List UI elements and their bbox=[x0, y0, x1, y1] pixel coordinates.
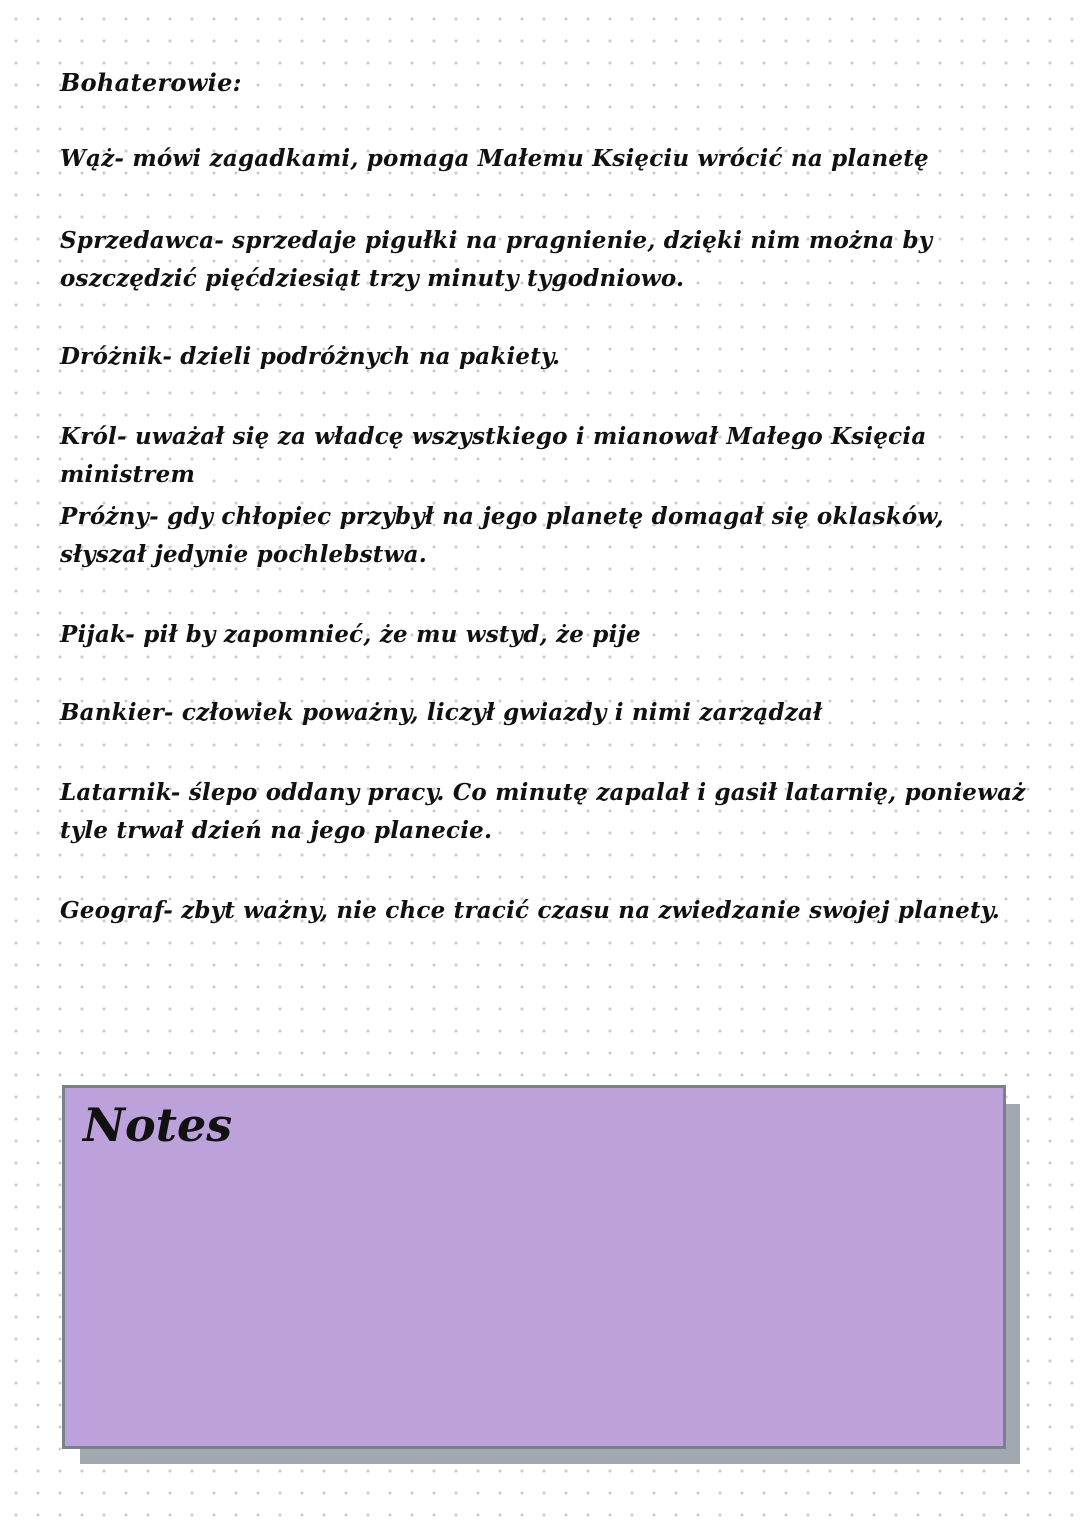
character-entry bbox=[60, 418, 1035, 494]
character-entry bbox=[60, 140, 1035, 178]
character-name: Latarnik- bbox=[60, 779, 181, 806]
character-entry bbox=[60, 892, 1035, 930]
character-name: Wąż- bbox=[60, 145, 125, 172]
heading-characters: Bohaterowie: bbox=[60, 68, 242, 97]
character-description: gdy chłopiec przybył na jego planetę domagał się oklasków, słyszał jedynie pochlebstwa. bbox=[60, 503, 944, 568]
character-description: mówi zagadkami, pomaga Małemu Księciu wrócić na planetę bbox=[132, 145, 929, 172]
character-entry bbox=[60, 338, 1035, 376]
character-name: Próżny- bbox=[60, 503, 159, 530]
character-description: człowiek poważny, liczył gwiazdy i nimi zarządzał bbox=[181, 699, 823, 726]
character-entry bbox=[60, 498, 1035, 574]
character-description: dzieli podróżnych na pakiety. bbox=[180, 343, 561, 370]
character-name: Sprzedawca- bbox=[60, 227, 224, 254]
character-description: sprzedaje pigułki na pragnienie, dzięki nim można by oszczędzić pięćdziesiąt trzy minuty tygodniowo. bbox=[60, 227, 933, 292]
character-entry bbox=[60, 694, 1035, 732]
character-entry bbox=[60, 774, 1035, 850]
character-name: Pijak- bbox=[60, 621, 136, 648]
character-description: pił by zapomnieć, że mu wstyd, że pije bbox=[143, 621, 641, 648]
character-description: ślepo oddany pracy. Co minutę zapalał i gasił latarnię, ponieważ tyle trwał dzień na jego planecie. bbox=[60, 779, 1026, 844]
character-name: Dróżnik- bbox=[60, 343, 173, 370]
character-description: zbyt ważny, nie chce tracić czasu na zwiedzanie swojej planety. bbox=[181, 897, 1000, 924]
character-name: Geograf- bbox=[60, 897, 173, 924]
character-entry bbox=[60, 616, 1035, 654]
character-entry bbox=[60, 222, 1035, 298]
character-description: uważał się za władcę wszystkiego i mianował Małego Księcia ministrem bbox=[60, 423, 927, 488]
character-name: Król- bbox=[60, 423, 127, 450]
notes-title: Notes bbox=[83, 1098, 233, 1152]
character-name: Bankier- bbox=[60, 699, 174, 726]
notes-box[interactable] bbox=[62, 1085, 1006, 1449]
